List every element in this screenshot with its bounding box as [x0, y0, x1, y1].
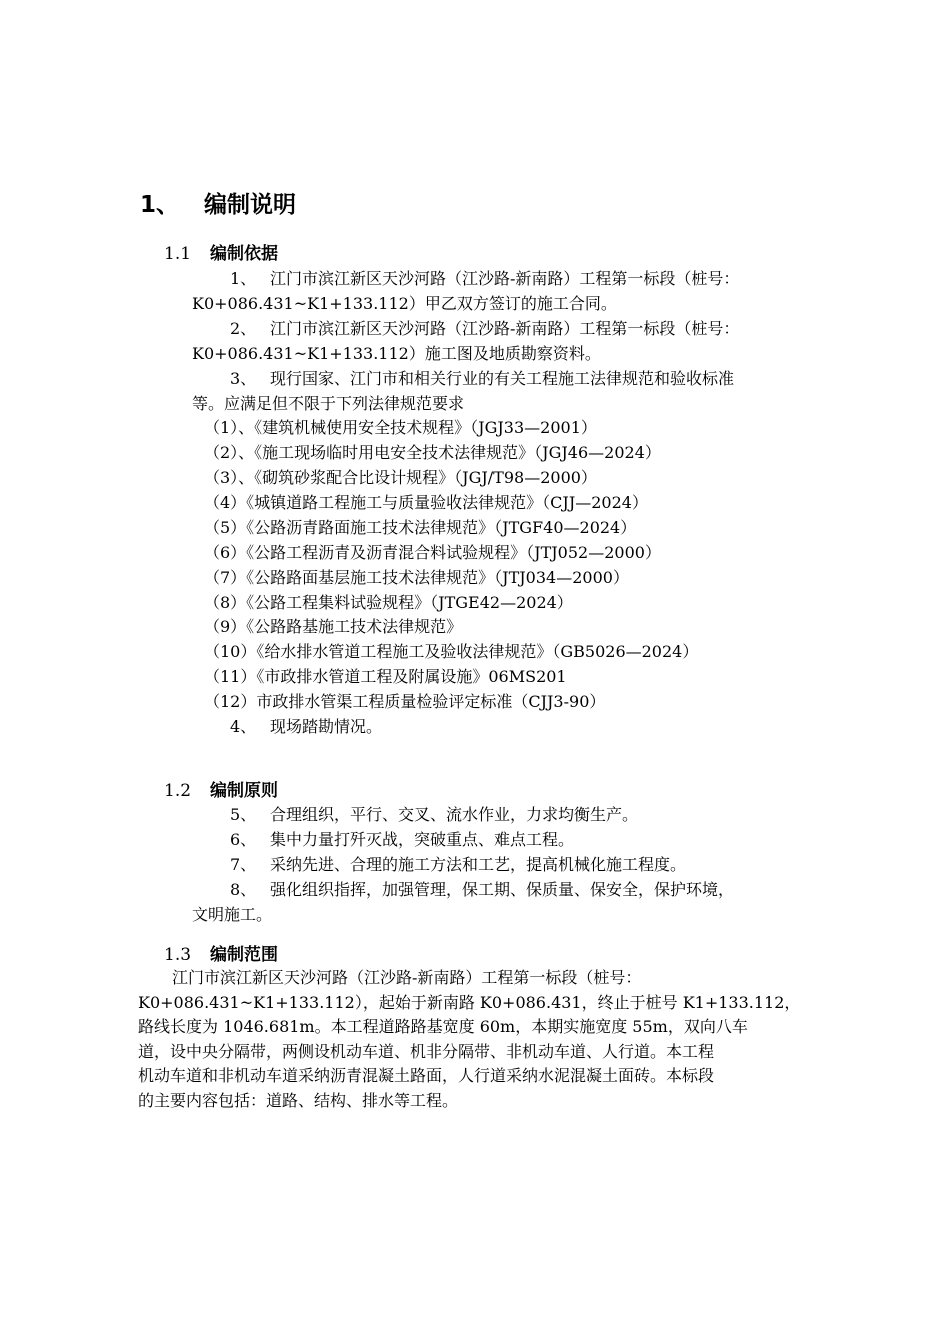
section-number: 1、 [140, 192, 180, 218]
subsection-heading-1-2 [164, 776, 278, 801]
paragraph-text: 合理组织，平行、交叉、流水作业，力求均衡生产。 [270, 805, 639, 824]
subsection-heading-1-1 [164, 239, 278, 264]
paragraph-3-line1 [230, 367, 734, 391]
regulation-item-1: （1）、《建筑机械使用安全技术规程》（JGJ33—2001） [204, 418, 597, 437]
regulation-item-5: （5）《公路沥青路面施工技术法律规范》（JTGF40—2024） [204, 518, 637, 537]
subsection-title: 编制原则 [210, 781, 278, 801]
scope-line-5: 机动车道和非机动车道采纳沥青混凝土路面，人行道采纳水泥混凝土面砖。本标段 [138, 1066, 715, 1085]
regulation-item-7: （7）《公路路面基层施工技术法律规范》（JTJ034—2000） [204, 568, 629, 587]
section-title: 编制说明 [204, 192, 296, 218]
paragraph-mark: 8、 [230, 880, 257, 899]
scope-line-4: 道，设中央分隔带，两侧设机动车道、机非分隔带、非机动车道、人行道。本工程 [138, 1041, 715, 1061]
regulation-item-4: （4）《城镇道路工程施工与质量验收法律规范》（CJJ—2024） [204, 493, 648, 512]
paragraph-text: 强化组织指挥，加强管理，保工期、保质量、保安全，保护环境， [270, 880, 735, 899]
paragraph-text: 集中力量打歼灭战，突破重点、难点工程。 [270, 830, 575, 849]
scope-paragraph [138, 966, 834, 1113]
paragraph-2-line1 [230, 317, 739, 341]
regulation-item-10: （10）《给水排水管道工程施工及验收法律规范》（GB5026—2024） [204, 642, 699, 661]
principle-6 [230, 828, 574, 852]
principle-8-line2: 文明施工。 [192, 905, 273, 924]
scope-line-6: 的主要内容包括：道路、结构、排水等工程。 [138, 1090, 459, 1110]
scope-line-3: 路线长度为 1046.681m。本工程道路路基宽度 60m，本期实施宽度 55m，双向八车 [138, 1017, 748, 1036]
regulation-item-8: （8）《公路工程集料试验规程》（JTGE42—2024） [204, 593, 573, 612]
principle-7 [230, 853, 686, 877]
paragraph-text: 现场踏勘情况。 [270, 717, 383, 736]
subsection-number: 1.2 [164, 781, 192, 801]
paragraph-3-line2: 等。应满足但不限于下列法律规范要求 [192, 394, 465, 413]
subsection-number: 1.3 [164, 945, 192, 965]
paragraph-4 [230, 715, 382, 739]
regulation-item-3: （3）、《砌筑砂浆配合比设计规程》（JGJ/T98—2000） [204, 468, 597, 487]
paragraph-mark: 1、 [230, 269, 257, 288]
paragraph-mark: 5、 [230, 805, 257, 824]
paragraph-mark: 4、 [230, 717, 257, 736]
paragraph-text: 江门市滨江新区天沙河路（江沙路-新南路）工程第一标段（桩号： [270, 319, 740, 338]
subsection-number: 1.1 [164, 244, 192, 264]
subsection-title: 编制依据 [210, 244, 278, 264]
subsection-title: 编制范围 [210, 945, 278, 965]
paragraph-1-line2: K0+086.431~K1+133.112）甲乙双方签订的施工合同。 [192, 294, 617, 313]
paragraph-mark: 7、 [230, 855, 257, 874]
regulation-item-12: （12）市政排水管渠工程质量检验评定标准（CJJ3-90） [204, 692, 606, 711]
paragraph-text: 采纳先进、合理的施工方法和工艺，提高机械化施工程度。 [270, 855, 687, 874]
paragraph-mark: 3、 [230, 369, 257, 388]
principle-5 [230, 803, 638, 827]
scope-line-1: 江门市滨江新区天沙河路（江沙路-新南路）工程第一标段（桩号： [172, 968, 642, 987]
regulation-item-9: （9）《公路路基施工技术法律规范》 [204, 617, 463, 636]
paragraph-mark: 6、 [230, 830, 257, 849]
paragraph-2-line2: K0+086.431~K1+133.112）施工图及地质勘察资料。 [192, 344, 601, 363]
regulation-item-6: （6）《公路工程沥青及沥青混合料试验规程》（JTJ052—2000） [204, 543, 661, 562]
section-heading [140, 186, 296, 219]
regulation-item-2: （2）、《施工现场临时用电安全技术法律规范》（JGJ46—2024） [204, 443, 661, 462]
subsection-heading-1-3 [164, 940, 278, 965]
scope-line-2: K0+086.431~K1+133.112），起始于新南路 K0+086.431，终止于桩号 K1+133.112， [138, 992, 801, 1012]
principle-8-line1 [230, 878, 734, 902]
paragraph-text: 江门市滨江新区天沙河路（江沙路-新南路）工程第一标段（桩号： [270, 269, 740, 288]
paragraph-mark: 2、 [230, 319, 257, 338]
paragraph-1-line1 [230, 267, 834, 291]
regulation-item-11: （11）《市政排水管道工程及附属设施》06MS201 [204, 667, 567, 686]
paragraph-text: 现行国家、江门市和相关行业的有关工程施工法律规范和验收标准 [270, 369, 735, 388]
